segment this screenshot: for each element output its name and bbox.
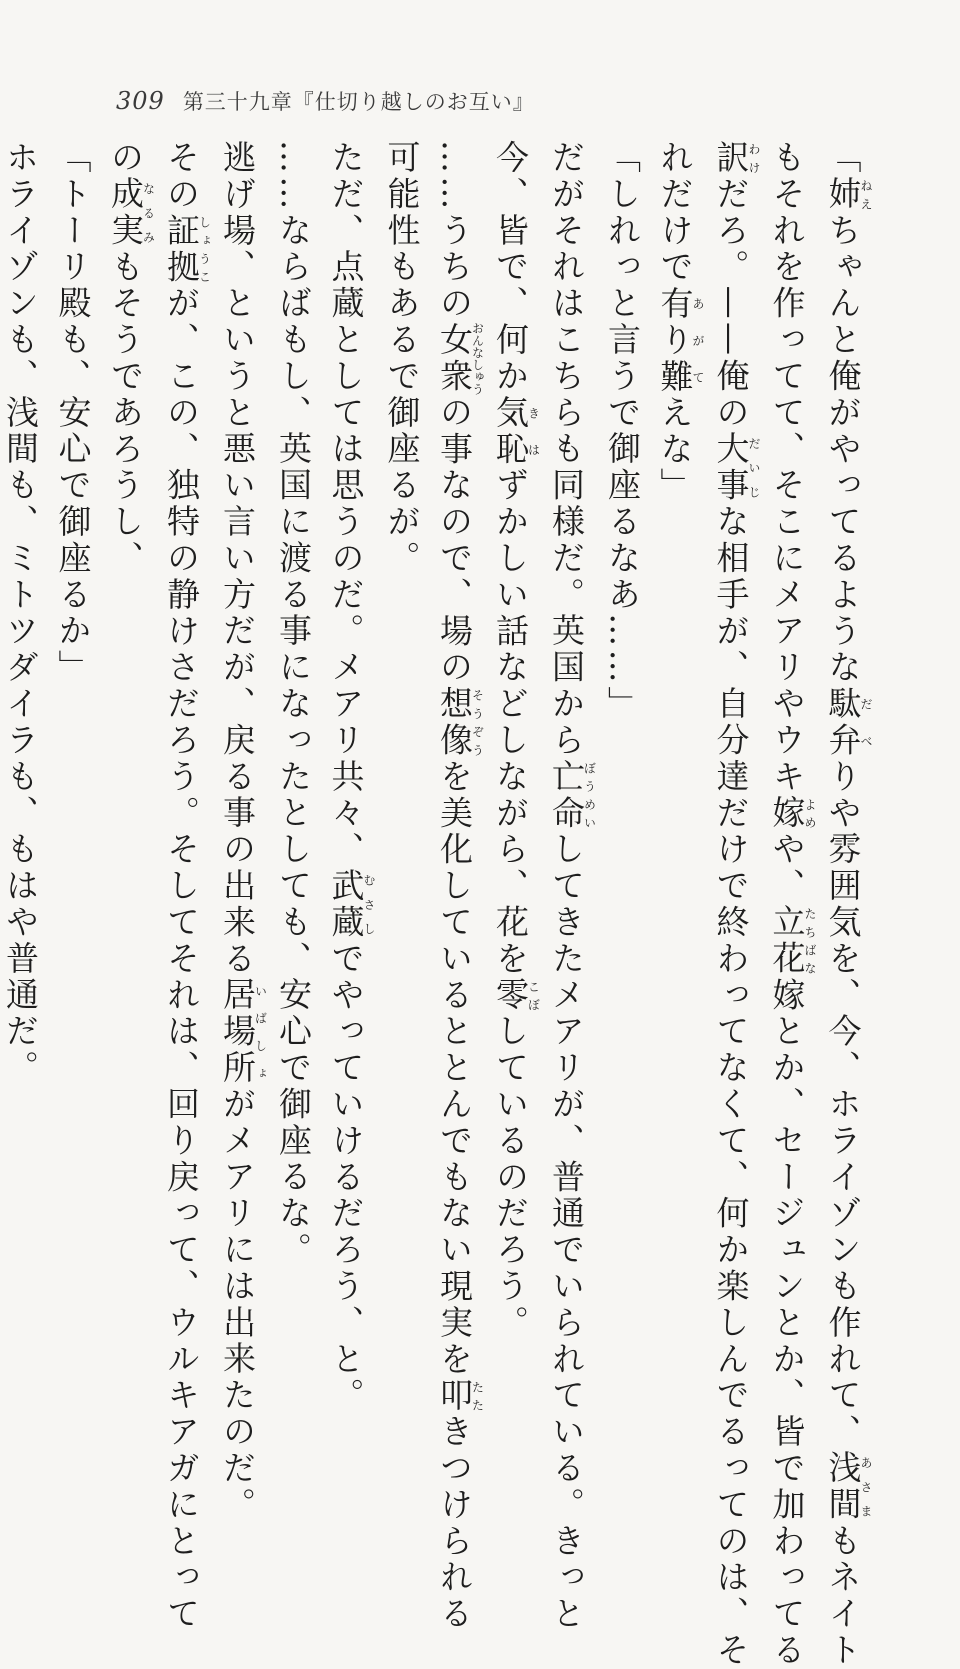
ruby-reading: だいじ — [747, 431, 761, 505]
ruby-annotation: 成実なるみ — [106, 176, 156, 250]
chapter-title: 第三十九章『仕切り越しのお互い』 — [182, 90, 535, 114]
ruby-reading: しょうこ — [197, 212, 212, 286]
text-line: ……うちの女衆おんなしゅうの事なので、場の想像そうぞうを美化しているととんでもない現実を叩たたきつけられる — [435, 140, 485, 1633]
text-line: ……ならばもし、英国に渡る事になったとしても、安心で御座るな。 — [274, 140, 313, 1269]
ruby-annotation: 想像そうぞう — [435, 686, 485, 759]
ruby-reading: きは — [526, 394, 541, 468]
ruby-reading: おんなしゅう — [470, 322, 485, 395]
page-number: 309 — [116, 87, 165, 115]
ruby-annotation: 亡命ぼうめい — [547, 758, 597, 832]
ruby-reading: だべ — [859, 686, 873, 759]
ruby-reading: あがて — [691, 285, 705, 395]
ruby-annotation: 訳わけ — [711, 140, 761, 177]
ruby-reading: あさま — [859, 1450, 873, 1524]
text-line: 「姉ねえちゃんと俺がやってるような駄弁だべりや雰囲気を、今、ホライゾンも作れて、浅間あさまもネイト — [823, 140, 873, 1669]
text-line: ただ、点蔵としては思うのだ。メアリ共々、武蔵むさしでやっていけるだろう、と。 — [326, 140, 376, 1415]
text-line: 今、皆で、何か気恥きはずかしい話などしながら、花を零こぼしているのだろう。 — [491, 140, 541, 1342]
running-header — [116, 86, 535, 120]
ruby-annotation: 大事だいじ — [711, 431, 761, 505]
ruby-reading: ぼうめい — [582, 758, 597, 832]
ruby-reading: そうぞう — [470, 686, 485, 759]
text-line: 可能性もあるで御座るが。 — [382, 140, 422, 577]
ruby-annotation: 有り難あがて — [655, 285, 705, 395]
vertical-body-text — [0, 140, 873, 1669]
text-line: れだけで有り難あがてえな」 — [655, 140, 705, 505]
ruby-reading: こぼ — [526, 977, 541, 1014]
ruby-reading: むさし — [362, 868, 376, 941]
text-line: ホライゾンも、浅間も、ミトツダイラも、もはや普通だ。 — [1, 140, 40, 1087]
ruby-reading: わけ — [747, 140, 761, 177]
ruby-reading: なるみ — [141, 176, 156, 250]
ruby-reading: ねえ — [859, 176, 873, 213]
ruby-annotation: 嫁よめ — [767, 795, 817, 832]
ruby-annotation: 姉ねえ — [823, 176, 873, 213]
ruby-annotation: 女衆おんなしゅう — [435, 322, 485, 395]
ruby-reading: よめ — [803, 795, 817, 832]
text-line: 「トーリ殿も、安心で御座るか」 — [53, 140, 93, 686]
text-line: 「しれっと言うで御座るなあ……」 — [603, 140, 642, 723]
text-line: その証拠しょうこが、この、独特の静けさだろう。そしてそれは、回り戻って、ウルキアガにとって — [162, 140, 212, 1633]
ruby-annotation: 浅間あさま — [823, 1450, 873, 1524]
ruby-annotation: 気恥きは — [491, 394, 541, 468]
text-line: の成実なるみもそうであろうし、 — [106, 140, 156, 577]
ruby-annotation: 零こぼ — [491, 977, 541, 1014]
text-line: 逃げ場、というと悪い言い方だが、戻る事の出来る居場所いばしょがメアリには出来たのだ。 — [218, 140, 268, 1524]
ruby-annotation: 居場所いばしょ — [218, 977, 268, 1087]
ruby-reading: いばしょ — [253, 977, 268, 1087]
ruby-annotation: 駄弁だべ — [823, 686, 873, 759]
text-line: 訳わけだろ。——俺の大事だいじな相手が、自分達だけで終わってなくて、何か楽しんでるってのは、そ — [711, 140, 761, 1669]
text-line: だがそれはこちらも同様だ。英国から亡命ぼうめいしてきたメアリが、普通でいられている。きっと — [547, 140, 597, 1633]
ruby-annotation: 証拠しょうこ — [162, 212, 212, 286]
ruby-annotation: 立花たちばな — [767, 904, 817, 978]
ruby-reading: たちばな — [803, 904, 817, 978]
text-line: もそれを作ってて、そこにメアリやウキ嫁よめや、立花たちばな嫁とか、セージュンとか、皆で加わってる — [767, 140, 817, 1669]
ruby-reading: たた — [470, 1377, 485, 1415]
ruby-annotation: 叩たた — [435, 1377, 485, 1415]
ruby-annotation: 武蔵むさし — [326, 868, 376, 941]
